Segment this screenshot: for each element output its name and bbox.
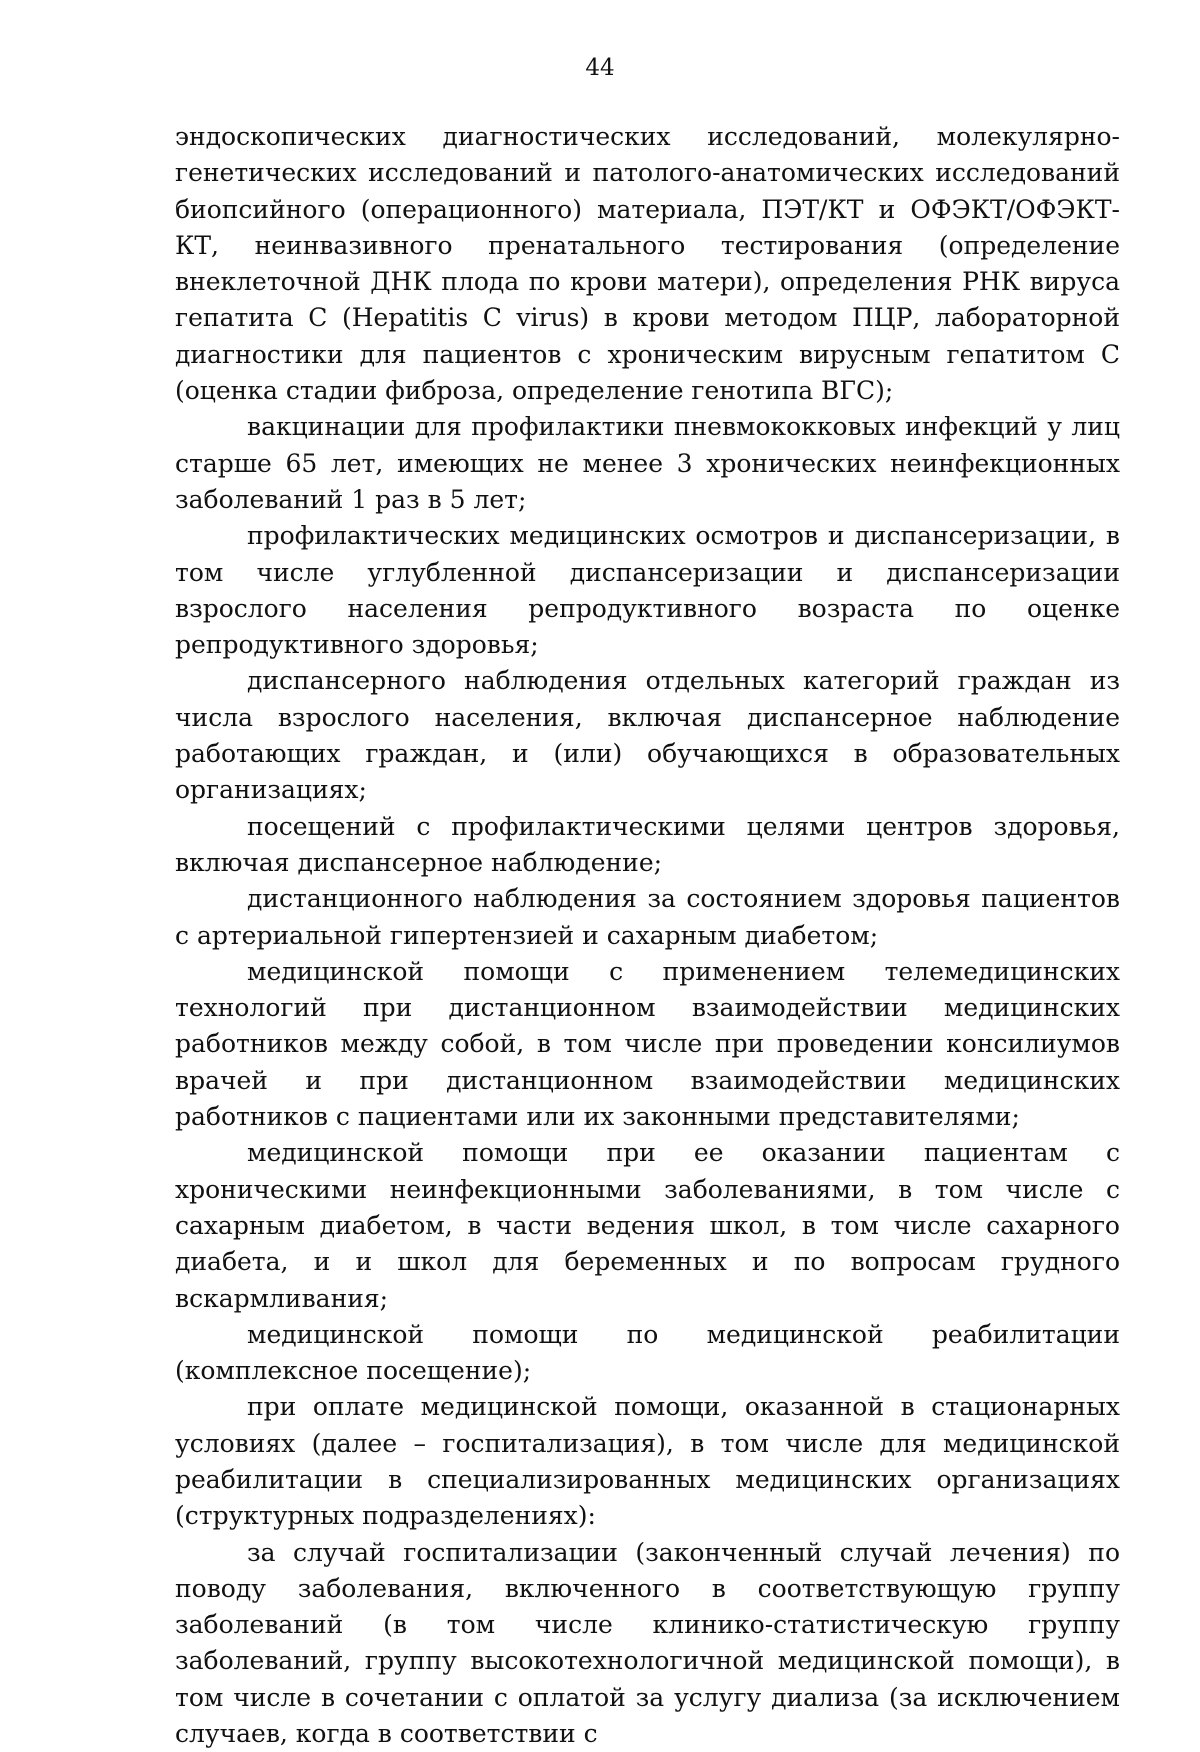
page-number: 44 [585,55,615,81]
document-body [175,119,1120,1752]
paragraph-7: медицинской помощи с применением телемедицинских технологий при дистанционном взаимодействии медицинских работников между собой, в том числе при проведении консилиумов врачей и при дистанционном взаимодействии медицинских работников с пациентами или их законными представителями; [175,956,1120,1132]
paragraph-3: профилактических медицинских осмотров и диспансеризации, в том числе углубленной диспансеризации и диспансеризации взрослого населения репродуктивного возраста по оценке репродуктивного здоровья; [175,521,1120,660]
paragraph-2: вакцинации для профилактики пневмококковых инфекций у лиц старше 65 лет, имеющих не менее 3 хронических неинфекционных заболеваний 1 раз в 5 лет; [175,412,1120,514]
paragraph-1: эндоскопических диагностических исследований, молекулярно-генетических исследований и патолого-анатомических исследований биопсийного (операционного) материала, ПЭТ/КТ и ОФЭКТ/ОФЭКТ-КТ, неинвазивного пренатального тестирования (определение внеклеточной ДНК плода по крови матери), определения РНК вируса гепатита С (Hepatitis C virus) в крови методом ПЦР, лабораторной диагностики для пациентов с хроническим вирусным гепатитом С (оценка стадии фиброза, определение генотипа ВГС); [175,122,1120,406]
paragraph-11: за случай госпитализации (законченный случай лечения) по поводу заболевания, включенного в соответствующую группу заболеваний (в том числе клинико-статистическую группу заболеваний, группу высокотехнологичной медицинской помощи), в том числе в сочетании с оплатой за услугу диализа (за исключением случаев, когда в соответствии с [175,1537,1120,1749]
paragraph-9: медицинской помощи по медицинской реабилитации (комплексное посещение); [175,1319,1120,1386]
paragraph-10: при оплате медицинской помощи, оказанной в стационарных условиях (далее – госпитализация), в том числе для медицинской реабилитации в специализированных медицинских организациях (структурных подразделениях): [175,1392,1120,1531]
paragraph-6: дистанционного наблюдения за состоянием здоровья пациентов с артериальной гипертензией и сахарным диабетом; [175,884,1120,950]
paragraph-5: посещений с профилактическими целями центров здоровья, включая диспансерное наблюдение; [175,811,1120,877]
paragraph-8: медицинской помощи при ее оказании пациентам с хроническими неинфекционными заболеваниями, в том числе с сахарным диабетом, в части ведения школ, в том числе сахарного диабета, и и школ для беременных и по вопросам грудного вскармливания; [175,1138,1120,1313]
paragraph-4: диспансерного наблюдения отдельных категорий граждан из числа взрослого населения, включая диспансерное наблюдение работающих граждан, и (или) обучающихся в образовательных организациях; [175,666,1120,805]
